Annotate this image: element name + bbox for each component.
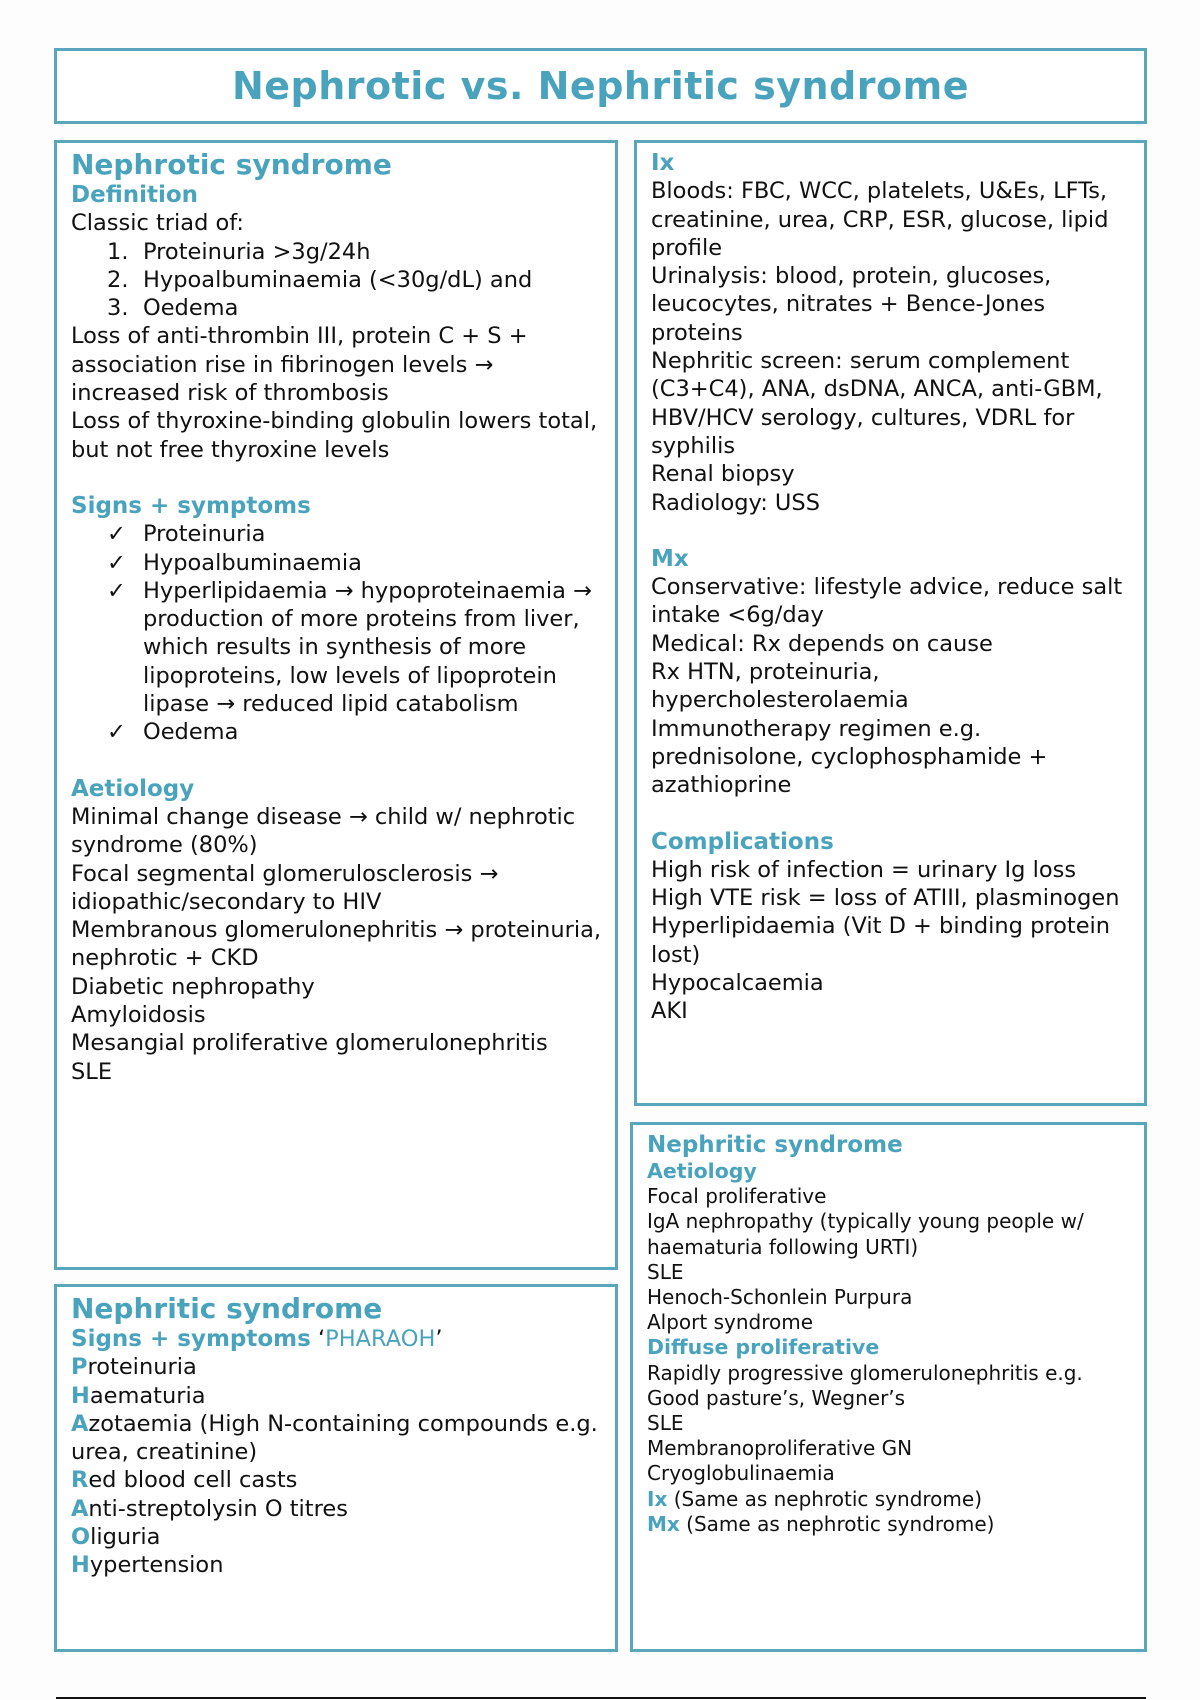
nephrotic-panel xyxy=(54,140,618,1270)
list-item: Hypocalcaemia xyxy=(651,970,824,997)
list-item: Haematuria xyxy=(71,1382,206,1409)
list-item: Renal biopsy xyxy=(651,461,795,488)
list-item: Medical: Rx depends on cause xyxy=(651,630,993,657)
list-item: SLE xyxy=(647,1259,684,1284)
triad-list xyxy=(71,238,603,323)
list-item: Amyloidosis xyxy=(71,1002,206,1029)
list-item: Proteinuria xyxy=(71,1354,197,1381)
signs-list xyxy=(71,520,603,746)
list-item: Red blood cell casts xyxy=(71,1467,298,1494)
list-item: 2. Hypoalbuminaemia (<30g/dL) and xyxy=(107,266,533,293)
list-item: SLE xyxy=(647,1411,684,1436)
mx-line: Mx (Same as nephrotic syndrome) xyxy=(647,1511,995,1536)
nephritic-heading: Nephritic syndrome xyxy=(71,1292,383,1325)
mnemonic: PHARAOH xyxy=(325,1326,436,1352)
list-item: High risk of infection = urinary Ig loss xyxy=(651,856,1077,883)
definition-heading: Definition xyxy=(71,182,199,208)
check-icon: ✓ xyxy=(107,521,126,548)
nephritic-aetiology-panel xyxy=(630,1122,1147,1652)
diffuse-heading: Diffuse proliferative xyxy=(647,1335,880,1360)
list-item: Membranoproliferative GN xyxy=(647,1436,913,1461)
list-item: ✓ Hypoalbuminaemia xyxy=(107,549,362,576)
list-item: Membranous glomerulonephritis → proteinuria, nephrotic + CKD xyxy=(71,917,602,972)
list-item: IgA nephropathy (typically young people w/ haematuria following URTI) xyxy=(647,1209,1084,1259)
list-item: Hypertension xyxy=(71,1552,224,1579)
page-divider xyxy=(56,1697,1146,1699)
definition-note: Loss of thyroxine-binding globulin lowers total, but not free thyroxine levels xyxy=(71,408,598,463)
complications-heading: Complications xyxy=(651,828,834,855)
mx-heading: Mx xyxy=(651,545,689,572)
list-item: Alport syndrome xyxy=(647,1310,814,1335)
list-item: Bloods: FBC, WCC, platelets, U&Es, LFTs, creatinine, urea, CRP, ESR, glucose, lipid profile xyxy=(651,178,1109,261)
list-item: 1. Proteinuria >3g/24h xyxy=(107,238,371,265)
list-item: AKI xyxy=(651,998,688,1025)
page-title: Nephrotic vs. Nephritic syndrome xyxy=(231,64,970,108)
nephritic-heading: Nephritic syndrome xyxy=(647,1132,903,1158)
list-item: Urinalysis: blood, protein, glucoses, leucocytes, nitrates + Bence-Jones proteins xyxy=(651,263,1052,346)
check-icon: ✓ xyxy=(107,549,126,576)
list-item: Diabetic nephropathy xyxy=(71,973,315,1000)
list-item: ✓ Hyperlipidaemia → hypoproteinaemia → production of more proteins from liver, which results in synthesis of more lipoproteins, low levels of lipoprotein lipase → reduced lipid catabolism xyxy=(107,577,592,718)
check-icon: ✓ xyxy=(107,719,126,746)
aetiology-heading: Aetiology xyxy=(71,775,195,802)
list-item: Focal segmental glomerulosclerosis → idiopathic/secondary to HIV xyxy=(71,860,499,915)
list-item: Radiology: USS xyxy=(651,489,820,516)
list-item: ✓ Proteinuria xyxy=(107,521,266,548)
aetiology-heading: Aetiology xyxy=(647,1159,757,1183)
list-item: Henoch-Schonlein Purpura xyxy=(647,1285,913,1310)
list-item: Minimal change disease → child w/ nephrotic syndrome (80%) xyxy=(71,803,576,859)
investigations-panel xyxy=(634,140,1147,1106)
list-item: Azotaemia (High N-containing compounds e.g. urea, creatinine) xyxy=(71,1410,598,1466)
list-item: Focal proliferative xyxy=(647,1184,827,1209)
signs-line: Signs + symptoms ‘PHARAOH’ xyxy=(71,1326,443,1352)
ix-heading: Ix xyxy=(651,150,675,176)
list-item: Anti-streptolysin O titres xyxy=(71,1495,348,1522)
list-item: SLE xyxy=(71,1058,113,1085)
list-item: High VTE risk = loss of ATIII, plasminogen xyxy=(651,885,1120,912)
definition-note: Loss of anti-thrombin III, protein C + S + association rise in fibrinogen levels → increased risk of thrombosis xyxy=(71,323,528,407)
list-item: ✓ Oedema xyxy=(107,719,239,746)
signs-heading: Signs + symptoms xyxy=(71,1326,311,1352)
check-icon: ✓ xyxy=(107,577,126,604)
list-item: Immunotherapy regimen e.g. prednisolone, cyclophosphamide + azathioprine xyxy=(651,715,1048,799)
list-item: Oliguria xyxy=(71,1524,161,1551)
definition-intro: Classic triad of: xyxy=(71,210,244,237)
list-item: Nephritic screen: serum complement (C3+C4), ANA, dsDNA, ANCA, anti-GBM, HBV/HCV serology, cultures, VDRL for syphilis xyxy=(651,348,1103,459)
title-box xyxy=(54,48,1147,124)
list-item: Mesangial proliferative glomerulonephritis xyxy=(71,1030,548,1057)
list-item: 3. Oedema xyxy=(107,295,239,322)
list-item: Rapidly progressive glomerulonephritis e.g. Good pasture’s, Wegner’s xyxy=(647,1360,1083,1410)
nephritic-signs-panel xyxy=(54,1284,618,1652)
signs-heading: Signs + symptoms xyxy=(71,492,311,519)
ix-line: Ix (Same as nephrotic syndrome) xyxy=(647,1486,982,1511)
nephrotic-heading: Nephrotic syndrome xyxy=(71,148,392,181)
list-item: Conservative: lifestyle advice, reduce salt intake <6g/day xyxy=(651,574,1123,629)
list-item: Cryoglobulinaemia xyxy=(647,1461,835,1486)
list-item: Hyperlipidaemia (Vit D + binding protein lost) xyxy=(651,913,1111,968)
list-item: Rx HTN, proteinuria, hypercholesterolaemia xyxy=(651,659,909,714)
